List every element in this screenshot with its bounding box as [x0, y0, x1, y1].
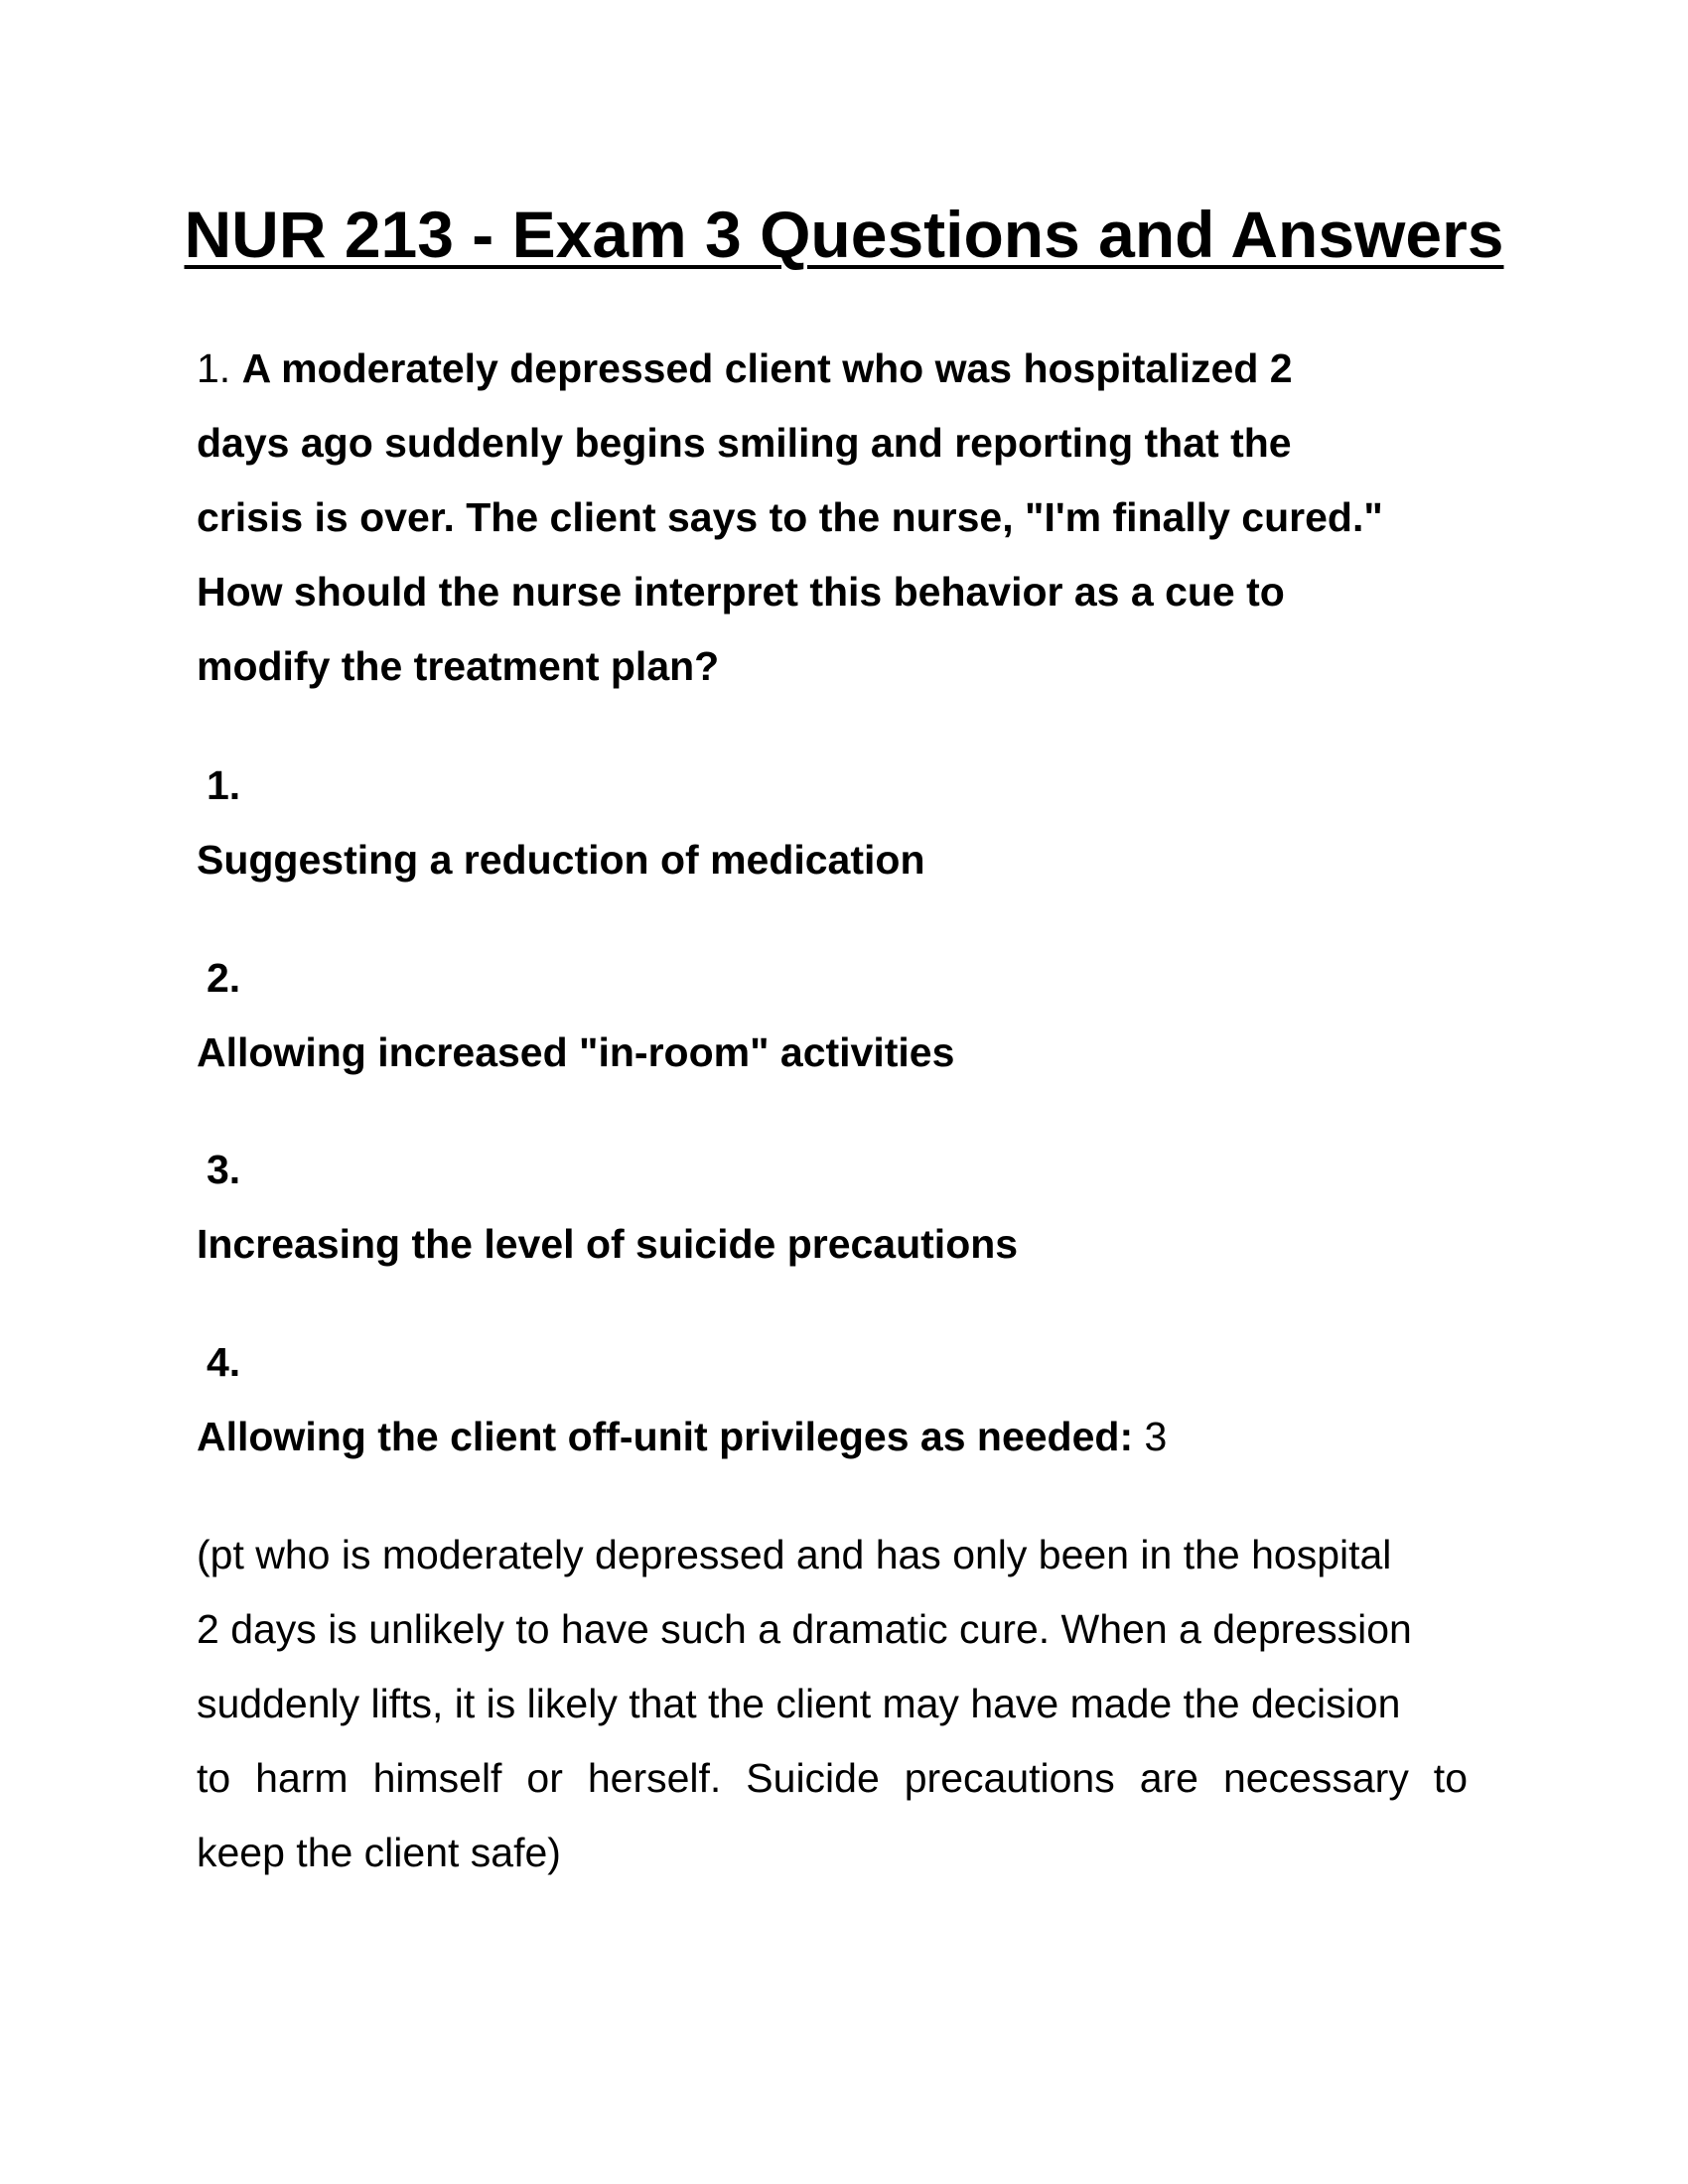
question-line: How should the nurse interpret this behavior as a cue to [197, 569, 1285, 614]
question-line: crisis is over. The client says to the nurse, "I'm finally cured." [197, 494, 1383, 540]
option-4 [197, 1325, 1468, 1474]
explanation [197, 1518, 1468, 1890]
explanation-line: to harm himself or herself. Suicide precautions are necessary to [197, 1755, 1468, 1801]
question-line: modify the treatment plan? [197, 643, 720, 689]
option-number: 1. [207, 762, 241, 808]
explanation-line: keep the client safe) [197, 1830, 561, 1875]
explanation-line: (pt who is moderately depressed and has only been in the hospital [197, 1532, 1392, 1577]
explanation-line: 2 days is unlikely to have such a dramatic cure. When a depression [197, 1606, 1412, 1652]
question-number: 1. [197, 345, 231, 391]
answer-value: 3 [1144, 1414, 1168, 1459]
option-2 [197, 941, 1468, 1090]
option-number: 2. [207, 955, 241, 1001]
option-3 [197, 1133, 1468, 1282]
option-number: 3. [207, 1147, 241, 1192]
question-text [197, 332, 1468, 704]
option-1 [197, 749, 1468, 897]
option-number: 4. [207, 1339, 241, 1385]
option-text: Allowing the client off-unit privileges as needed: [197, 1414, 1134, 1459]
question-line: days ago suddenly begins smiling and reporting that the [197, 420, 1292, 466]
explanation-line: suddenly lifts, it is likely that the client may have made the decision [197, 1681, 1401, 1726]
page-title: NUR 213 - Exam 3 Questions and Answers [184, 198, 1504, 271]
option-text: Suggesting a reduction of medication [197, 837, 925, 883]
option-text: Increasing the level of suicide precautions [197, 1221, 1019, 1267]
option-text: Allowing increased "in-room" activities [197, 1029, 955, 1075]
question-line: 1. A moderately depressed client who was hospitalized 2 [197, 345, 1293, 391]
